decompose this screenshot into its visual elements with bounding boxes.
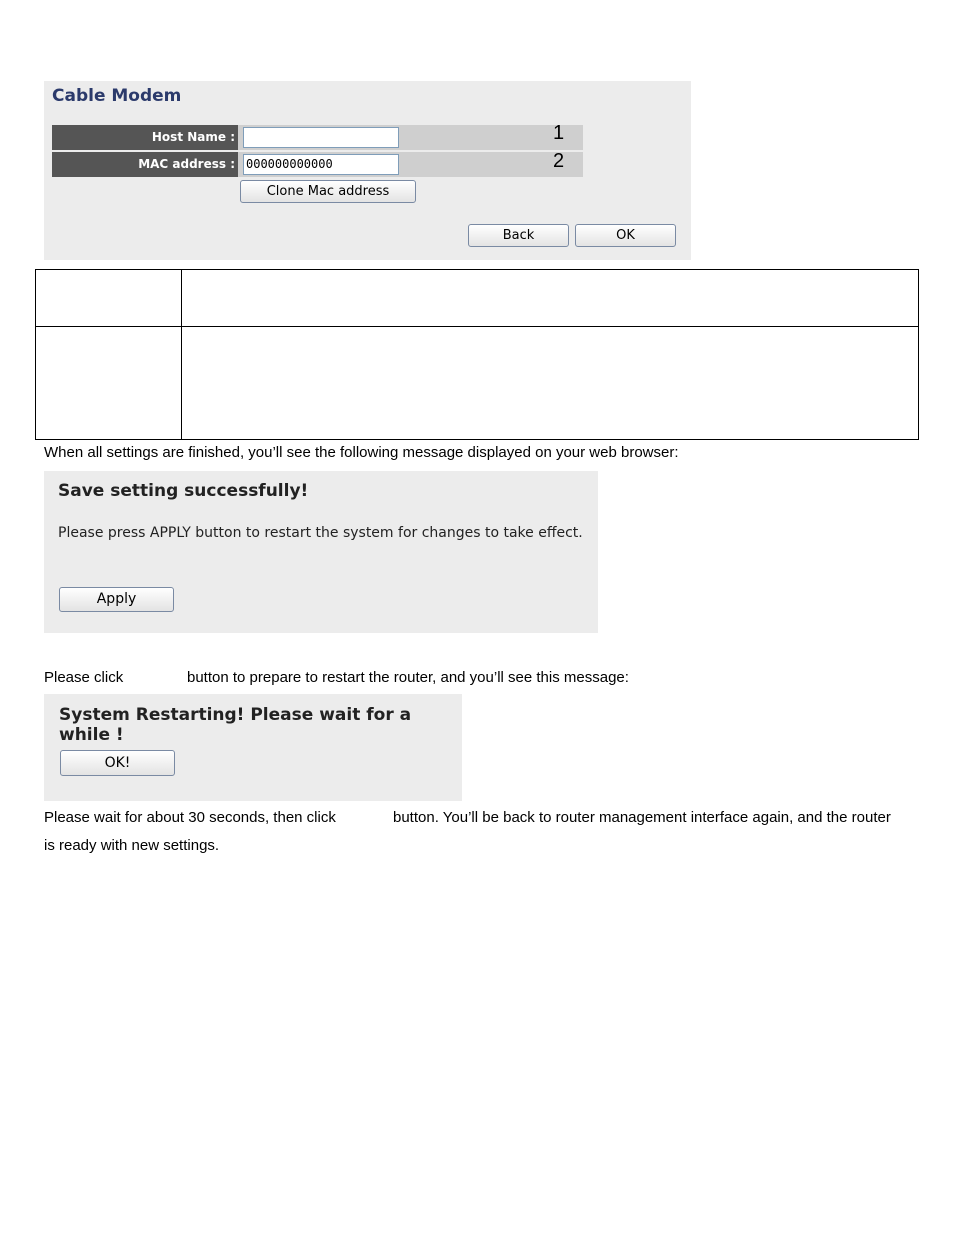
callout-2: 2 (553, 150, 565, 172)
apply-button[interactable]: Apply (59, 587, 174, 612)
mac-address-label: MAC address : (52, 152, 238, 177)
table-column-divider (181, 270, 182, 439)
wait-prefix: Please wait for about 30 seconds, then click (44, 809, 336, 826)
callout-1: 1 (553, 122, 565, 144)
wait-suffix: button. You’ll be back to router management interface again, and the router (393, 809, 891, 826)
restart-ok-button[interactable]: OK! (60, 750, 175, 776)
clone-mac-button[interactable]: Clone Mac address (240, 180, 416, 203)
save-message: Please press APPLY button to restart the system for changes to take effect. (58, 525, 583, 541)
restart-title: System Restarting! Please wait for a while ! (59, 705, 412, 745)
description-table (35, 269, 919, 440)
ok-button[interactable]: OK (575, 224, 676, 247)
click-suffix: button to prepare to restart the router, and you’ll see this message: (187, 669, 629, 686)
table-row-divider (36, 326, 918, 327)
wait-line-2: is ready with new settings. (44, 837, 220, 854)
mac-address-input[interactable]: 000000000000 (243, 154, 399, 175)
restart-panel (44, 694, 462, 801)
host-name-input[interactable] (243, 127, 399, 148)
finished-paragraph: When all settings are finished, you’ll see the following message displayed on your web browser: (44, 444, 679, 461)
back-button[interactable]: Back (468, 224, 569, 247)
host-name-label: Host Name : (52, 125, 238, 150)
click-prefix: Please click (44, 669, 124, 686)
cable-modem-panel (44, 81, 691, 260)
panel-title: Cable Modem (52, 86, 182, 106)
save-success-panel (44, 471, 598, 633)
save-title: Save setting successfully! (58, 481, 309, 501)
